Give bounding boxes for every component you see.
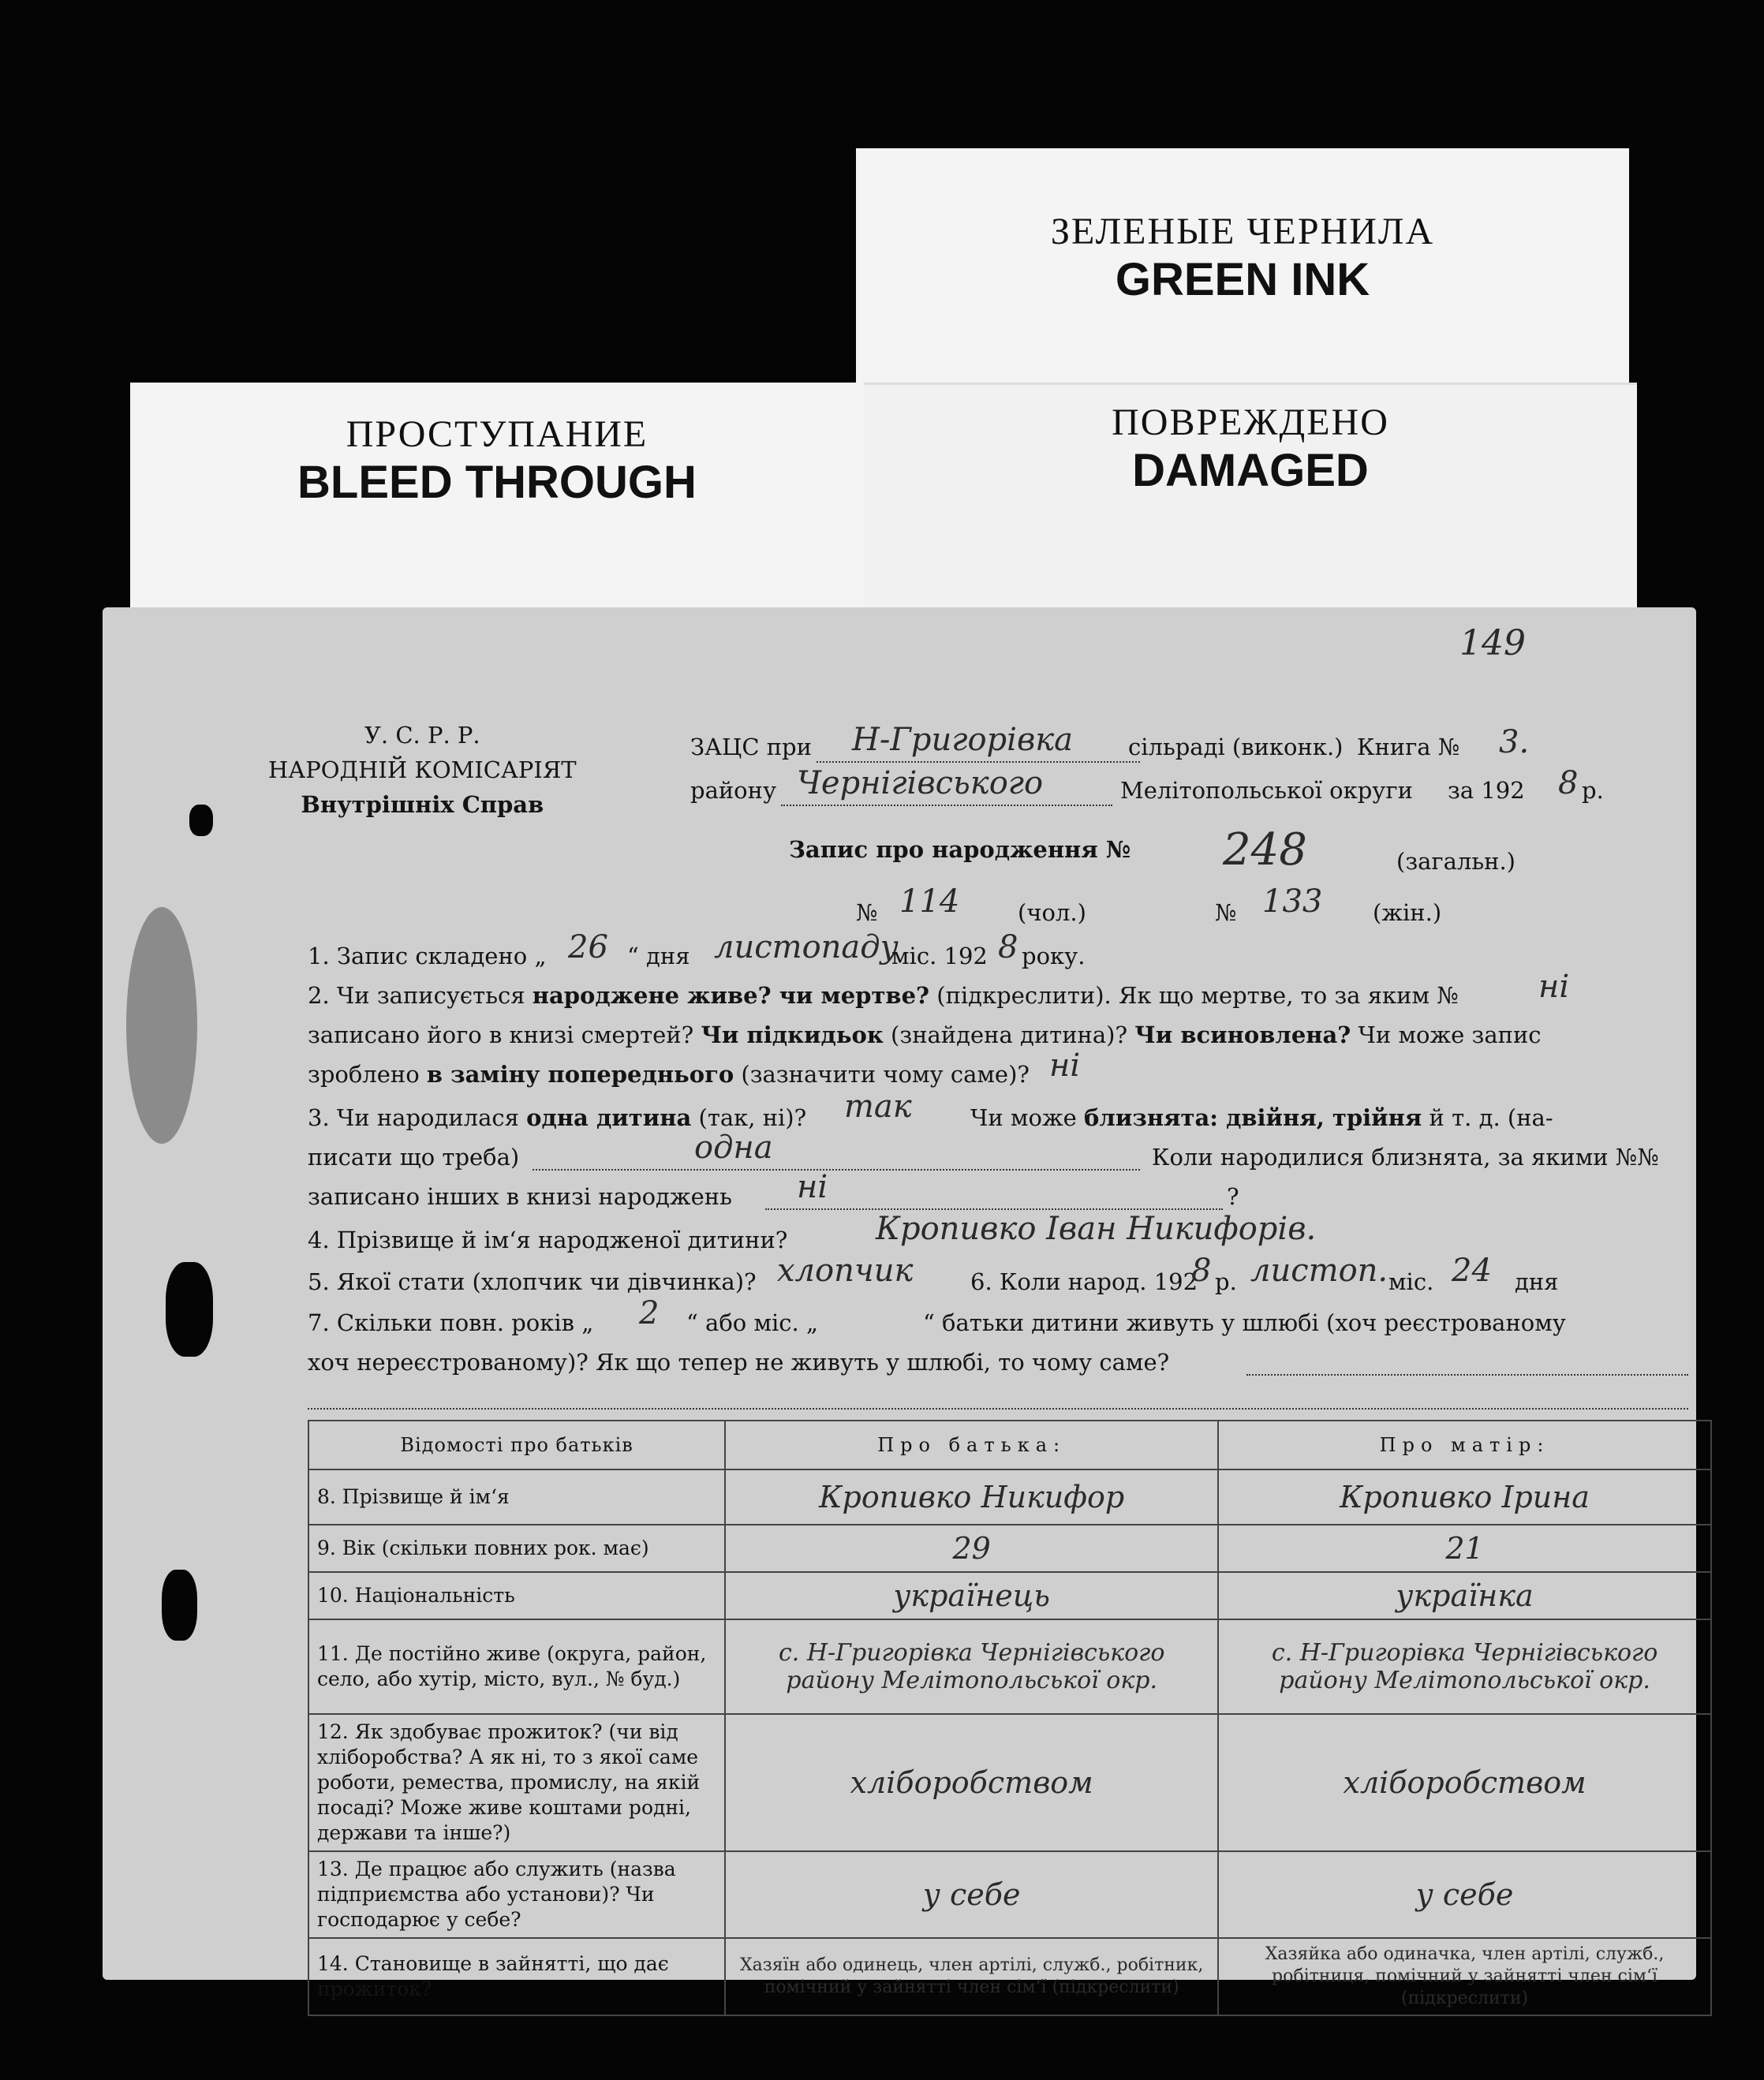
q6-month-label: міс. <box>1388 1268 1434 1295</box>
dotted-line <box>781 805 1112 806</box>
council-label: сільраді (виконк.) <box>1128 734 1344 760</box>
mother-value: українка <box>1218 1572 1711 1619</box>
year-suffix: р. <box>1582 777 1604 804</box>
q3-a-bold: одна дитина <box>526 1104 692 1131</box>
q3-c-end: ? <box>1227 1183 1239 1210</box>
q3-a3: Чи може <box>970 1104 1085 1131</box>
header-left <box>268 718 577 822</box>
q1-day: 26 <box>568 929 608 965</box>
table-row <box>308 1619 1711 1714</box>
q4-text: 4. Прізвище й ім‘я народженої дитини? <box>308 1227 788 1253</box>
q3-a-bold2: близнята: двійня, трійня <box>1084 1104 1422 1131</box>
dotted-line <box>1246 1374 1688 1376</box>
q7-years: 2 <box>639 1295 660 1331</box>
bleed-through-en: BLEED THROUGH <box>297 457 697 508</box>
sheet-number: 149 <box>1459 623 1526 663</box>
table-row <box>308 1469 1711 1525</box>
ussr-line: У. С. Р. Р. <box>364 722 480 749</box>
q1-year: 8 <box>998 929 1018 965</box>
record-title: Запис про народження № <box>789 836 1131 863</box>
mother-value: у себе <box>1218 1851 1711 1938</box>
q3-other-value: ні <box>797 1169 828 1205</box>
row-question: 12. Як здобуває прожиток? (чи від хліборобства? А як ні, то з якої саме роботи, ремества, промислу, на якій посаді? Може живе коштами родні, держави та інше?) <box>308 1714 725 1851</box>
row-question: 14. Становище в зайнятті, що дає прожиток? <box>308 1938 725 2015</box>
q3-twins-value: одна <box>694 1130 773 1166</box>
q1-month: листопаду <box>714 929 899 965</box>
q3-a4: й т. д. (на- <box>1422 1104 1553 1131</box>
mother-value: с. Н-Григорівка Чернігівського району Мелітопольської окр. <box>1218 1619 1711 1714</box>
dotted-line <box>533 1169 1140 1171</box>
q2-b: записано його в книзі смертей? <box>308 1021 701 1048</box>
q2-c: зроблено <box>308 1061 427 1088</box>
q2-replacement-value: ні <box>1049 1047 1081 1084</box>
table-row <box>308 1938 1711 2015</box>
okrug-label: Мелітопольської округи <box>1120 777 1413 804</box>
row-question: 8. Прізвище й ім‘я <box>308 1469 725 1525</box>
table-row <box>308 1525 1711 1572</box>
damaged-en: DAMAGED <box>1132 445 1369 496</box>
table-header: Про батька: <box>725 1421 1218 1469</box>
q6-text: 6. Коли народ. 192 <box>970 1268 1198 1295</box>
q2-a2: (підкреслити). Як що мертве, то за яким № <box>929 982 1459 1009</box>
q6-year-suffix: р. <box>1215 1268 1237 1295</box>
internal-affairs-line: Внутрішніх Справ <box>301 791 544 818</box>
village-value: Н-Григорівка <box>852 722 1073 758</box>
q7-line-b: хоч нереєстрованому)? Як що тепер не живуть у шлюбі, то чому саме? <box>308 1349 1170 1376</box>
q3-line-b: писати що треба) <box>308 1144 520 1171</box>
male-label: (чол.) <box>1018 899 1086 926</box>
q2-c-bold: в заміну попереднього <box>426 1061 734 1088</box>
q3-line-b2: Коли народилися близнята, за якими №№ <box>1152 1144 1659 1171</box>
table-header: Про матір: <box>1218 1421 1711 1469</box>
dotted-line <box>308 1408 1688 1410</box>
q2-line-b <box>308 1021 1542 1048</box>
q2-b2: (знайдена дитина)? <box>883 1021 1135 1048</box>
row-question: 10. Національність <box>308 1572 725 1619</box>
table-header: Відомості про батьків <box>308 1421 725 1469</box>
table-header-row <box>308 1421 1711 1469</box>
year-digit: 8 <box>1558 765 1579 801</box>
q3-line-c: записано інших в книзі народжень <box>308 1183 732 1210</box>
birth-record-form <box>103 607 1696 2008</box>
female-no-prefix: № <box>1215 899 1237 926</box>
commissariat-line: НАРОДНІЙ КОМІСАРІЯТ <box>268 756 577 783</box>
q7-a: 7. Скільки повн. років „ <box>308 1309 594 1336</box>
damaged-label <box>864 383 1637 622</box>
father-value: 29 <box>725 1525 1218 1572</box>
father-value: у себе <box>725 1851 1218 1938</box>
row-question: 11. Де постійно живе (округа, район, село, або хутір, місто, вул., № буд.) <box>308 1619 725 1714</box>
father-value: с. Н-Григорівка Чернігівського району Мелітопольської окр. <box>725 1619 1218 1714</box>
green-ink-ru: ЗЕЛЕНЫЕ ЧЕРНИЛА <box>1050 211 1435 252</box>
q2-line-c <box>308 1061 1030 1088</box>
q1-tail: міс. 192 <box>891 943 988 969</box>
green-ink-en: GREEN INK <box>1115 254 1370 305</box>
book-number: 3. <box>1499 724 1530 760</box>
year-label: за 192 <box>1448 777 1525 804</box>
district-label: району <box>690 777 777 804</box>
paper-hole <box>166 1262 213 1357</box>
q7-a2: “ або міс. „ <box>686 1309 819 1336</box>
birth-month: листоп. <box>1250 1253 1388 1289</box>
q7-line-a <box>308 1309 593 1336</box>
male-number: 114 <box>899 883 960 920</box>
father-value: українець <box>725 1572 1218 1619</box>
q2-a: 2. Чи записується <box>308 982 533 1009</box>
parents-table <box>308 1420 1712 2016</box>
paper-hole <box>189 805 213 836</box>
dotted-line <box>817 761 1140 763</box>
q2-death-number: ні <box>1538 969 1570 1005</box>
child-name: Кропивко Іван Никифорів. <box>876 1211 1317 1247</box>
bleed-through-ru: ПРОСТУПАНИЕ <box>346 413 648 455</box>
female-number: 133 <box>1262 883 1323 920</box>
district-value: Чернігівського <box>797 765 1044 801</box>
q2-a-bold: народжене живе? чи мертве? <box>532 982 930 1009</box>
q7-a3: “ батьки дитини живуть у шлюбі (хоч реєстрованому <box>923 1309 1566 1336</box>
q3-a: 3. Чи народилася <box>308 1104 527 1131</box>
mother-value: хліборобством <box>1218 1714 1711 1851</box>
q6-day-label: дня <box>1515 1268 1559 1295</box>
q3-line-a2 <box>970 1104 1553 1131</box>
q5-text: 5. Якої стати (хлопчик чи дівчинка)? <box>308 1268 757 1295</box>
table-row <box>308 1851 1711 1938</box>
book-label: Книга № <box>1357 734 1460 760</box>
child-sex: хлопчик <box>777 1253 914 1289</box>
table-row <box>308 1714 1711 1851</box>
q2-line-a <box>308 982 1459 1009</box>
table-row <box>308 1572 1711 1619</box>
mother-value: 21 <box>1218 1525 1711 1572</box>
father-value: Кропивко Никифор <box>725 1469 1218 1525</box>
q1-text: 1. Запис складено „ <box>308 943 547 969</box>
q2-b-bold1: Чи підкидьок <box>701 1021 884 1048</box>
father-value: хліборобством <box>725 1714 1218 1851</box>
q2-b-bold2: Чи всиновлена? <box>1134 1021 1351 1048</box>
q3-line-a <box>308 1104 806 1131</box>
q1-end: року. <box>1022 943 1086 969</box>
row-question: 9. Вік (скільки повних рок. має) <box>308 1525 725 1572</box>
birth-day: 24 <box>1452 1253 1492 1289</box>
q3-a2: (так, ні)? <box>691 1104 807 1131</box>
father-value: Хазяїн або одинець, член артілі, служб., робітник, помічний у зайнятті член сім‘ї (підкреслити) <box>725 1938 1218 2015</box>
q3-single-value: так <box>844 1089 912 1125</box>
q1-mid: “ дня <box>627 943 690 969</box>
q2-c2: (зазначити чому саме)? <box>734 1061 1030 1088</box>
male-no-prefix: № <box>856 899 878 926</box>
mother-value: Хазяйка або одиначка, член артілі, служб., робітниця, помічний у зайнятті член сім‘ї (підкреслити) <box>1218 1938 1711 2015</box>
q2-b3: Чи може запис <box>1351 1021 1542 1048</box>
mother-value: Кропивко Ірина <box>1218 1469 1711 1525</box>
dotted-line <box>765 1208 1223 1210</box>
ink-stain <box>126 907 197 1144</box>
damaged-ru: ПОВРЕЖДЕНО <box>1112 401 1389 443</box>
paper-hole <box>162 1570 197 1641</box>
birth-year-digit: 8 <box>1191 1253 1212 1289</box>
row-question: 13. Де працює або служить (назва підприємства або установи)? Чи господарює у себе? <box>308 1851 725 1938</box>
general-label: (загальн.) <box>1396 848 1515 875</box>
female-label: (жін.) <box>1373 899 1442 926</box>
zags-label: ЗАЦС при <box>690 734 812 760</box>
record-number: 248 <box>1223 824 1307 876</box>
